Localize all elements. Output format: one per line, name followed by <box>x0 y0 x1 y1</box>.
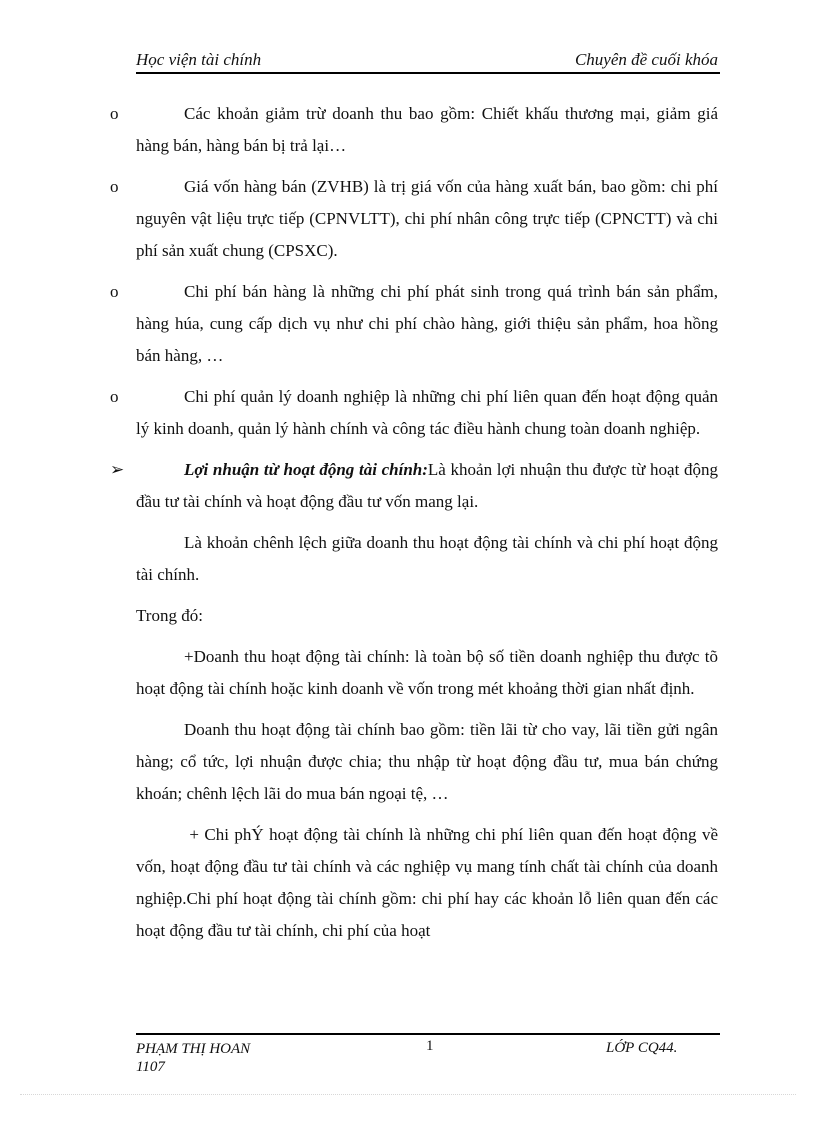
paragraph-revenue-includes <box>136 714 718 810</box>
page-bottom-dotted-line <box>20 1094 796 1095</box>
paragraph-text: Giá vốn hàng bán (ZVHB) là trị giá vốn của hàng xuất bán, bao gồm: chi phí nguyên vật liệu trực tiếp (CPNVLTT), chi phí nhân công trực tiếp (CPNCTT) và chi phí sản xuất chung (CPSXC). <box>136 177 718 260</box>
paragraph-text: + Chi phÝ hoạt động tài chính là những chi phí liên quan đến hoạt động về vốn, hoạt động đầu tư tài chính và các nghiệp vụ mang tính chất tài chính của doanh nghiệp.Chi phí hoạt động tài chính gồm: chi phí hay các khoản lỗ liên quan đến các hoạt động đầu tư tài chính, chi phí của hoạt <box>136 825 718 940</box>
paragraph-text: +Doanh thu hoạt động tài chính: là toàn bộ số tiền doanh nghiệp thu được tõ hoạt động tài chính hoặc kinh doanh về vốn trong mét khoảng thời gian nhất định. <box>136 647 718 698</box>
paragraph-text: Doanh thu hoạt động tài chính bao gồm: tiền lãi từ cho vay, lãi tiền gửi ngân hàng; cổ tức, lợi nhuận được chia; thu nhập từ hoạt động đầu tư, mua bán chứng khoán; chênh lệch lãi do mua bán ngoại tệ, … <box>136 720 718 803</box>
paragraph-in-which <box>136 600 718 632</box>
paragraph-selling-expenses <box>110 276 718 372</box>
footer-code: 1107 <box>136 1059 165 1075</box>
paragraph-text: Các khoản giảm trừ doanh thu bao gồm: Chiết khấu thương mại, giảm giá hàng bán, hàng bán bị trả lại… <box>136 104 718 155</box>
footer-author-block <box>136 1040 250 1076</box>
footer-divider <box>136 1033 720 1035</box>
circle-bullet: o <box>110 387 119 406</box>
paragraph-text: Chi phí bán hàng là những chi phí phát sinh trong quá trình bán sản phẩm, hàng húa, cung cấp dịch vụ như chi phí chào hàng, giới thiệu sản phẩm, hoa hồng bán hàng, … <box>136 282 718 365</box>
paragraph-text: Trong đó: <box>136 606 203 625</box>
paragraph-difference <box>136 527 718 591</box>
paragraph-text: Chi phí quản lý doanh nghiệp là những chi phí liên quan đến hoạt động quản lý kinh doanh, quản lý hành chính và công tác điều hành chung toàn doanh nghiệp. <box>136 387 718 438</box>
circle-bullet: o <box>110 282 119 301</box>
page-header <box>136 48 720 74</box>
paragraph-lead-heading: Lợi nhuận từ hoạt động tài chính: <box>184 460 428 479</box>
page-number: 1 <box>426 1038 434 1054</box>
paragraph-cost-of-goods <box>110 171 718 267</box>
paragraph-financial-revenue <box>136 641 718 705</box>
footer-author: PHẠM THỊ HOAN <box>136 1041 251 1057</box>
footer-class: LỚP CQ44. <box>606 1040 678 1056</box>
circle-bullet: o <box>110 177 119 196</box>
paragraph-text: Là khoản chênh lệch giữa doanh thu hoạt động tài chính và chi phí hoạt động tài chính. <box>136 533 718 584</box>
header-institution: Học viện tài chính <box>136 50 262 69</box>
body-text <box>110 98 718 956</box>
paragraph-deductions <box>110 98 718 162</box>
circle-bullet: o <box>110 104 119 123</box>
arrow-bullet-icon: ➢ <box>110 460 125 479</box>
header-document-type: Chuyên đề cuối khóa <box>574 50 718 69</box>
paragraph-financial-expenses <box>136 819 718 947</box>
paragraph-text: Là khoản lợi nhuận thu được từ hoạt động đầu tư tài chính và hoạt động đầu tư vốn mang lại. <box>136 460 718 511</box>
paragraph-financial-profit <box>110 454 718 518</box>
paragraph-admin-expenses <box>110 381 718 445</box>
